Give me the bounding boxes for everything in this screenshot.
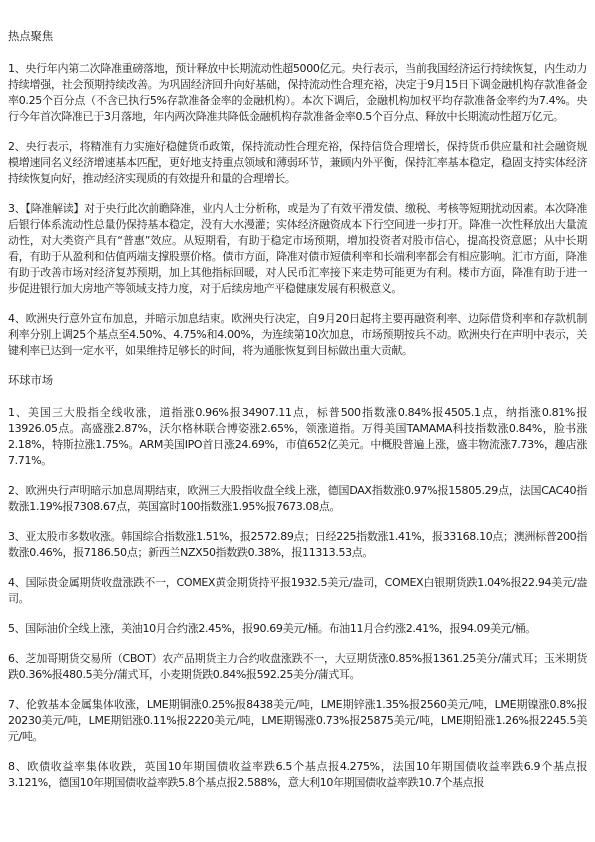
market-item-5: 5、国际油价全线上涨，美油10月合约涨2.45%，报90.69美元/桶。布油11月合约涨2.41%，报94.09美元/桶。 [8, 622, 536, 635]
market-item-6: 6、芝加哥期货交易所（CBOT）农产品期货主力合约收盘涨跌不一，大豆期货涨0.85%报1361.25美分/蒲式耳；玉米期货跌0.36%报480.5美分/蒲式耳，小麦期货跌0.84%报592.25美分/蒲式耳。 [8, 652, 587, 681]
hot-topics-section [8, 29, 587, 359]
market-item-7: 7、伦敦基本金属集体收涨，LME期铜涨0.25%报8438美元/吨，LME期锌涨1.35%报2560美元/吨，LME期镍涨0.8%报20230美元/吨，LME期铝涨0.11%报2220美元/吨，LME期锡涨0.73%报25875美元/吨，LME期铅涨1.26%报2245.5美元/吨。 [8, 698, 587, 743]
hot-topic-item-1: 1、央行年内第二次降准重磅落地，预计释放中长期流动性超5000亿元。央行表示，当前我国经济运行持续恢复，内生动力持续增强，社会预期持续改善。为巩固经济回升向好基础，保持流动性合理充裕，决定于9月15日下调金融机构存款准备金率0.25个百分点（不含已执行5%存款准备金率的金融机构）。本次下调后，金融机构加权平均存款准备金率约为7.4%。央行今年首次降准已于3月落地，年内两次降准共降低金融机构存款准备金率0.5个百分点、释放中长期流动性超万亿元。 [8, 62, 587, 123]
market-item-3: 3、亚太股市多数收涨。韩国综合指数涨1.51%，报2572.89点；日经225指数涨1.41%，报33168.10点；澳洲标普200指数涨0.46%，报7186.50点；新西兰NZX50指数跌0.38%，报11313.53点。 [8, 530, 587, 559]
hot-topic-item-4: 4、欧洲央行意外宣布加息，并暗示加息结束。欧洲央行决定，自9月20日起将主要再融资利率、边际借贷利率和存款机制利率分别上调25个基点至4.50%、4.75%和4.00%，为连续第10次加息，市场预期按兵不动。欧洲央行在声明中表示，关键利率已达到一定水平，如果维持足够长的时间，将为通胀恢复到目标做出重大贡献。 [8, 312, 587, 357]
market-item-8: 8、欧债收益率集体收跌，英国10年期国债收益率跌6.5个基点报4.275%，法国10年期国债收益率跌6.9个基点报3.121%，德国10年期国债收益率跌5.8个基点报2.588%，意大利10年期国债收益率跌10.7个基点报 [8, 760, 587, 789]
global-markets-section [8, 373, 587, 791]
section-title-global-markets: 环球市场 [8, 374, 54, 387]
market-item-2: 2、欧洲央行声明暗示加息周期结束，欧洲三大股指收盘全线上涨，德国DAX指数涨0.97%报15805.29点，法国CAC40指数涨1.19%报7308.67点，英国富时100指数涨1.95%报7673.08点。 [8, 484, 587, 513]
hot-topic-item-3: 3、【降准解读】对于央行此次前瞻降准，业内人士分析称，或是为了有效平滑发债、缴税、考核等短期扰动因素。本次降准后银行体系流动性总量仍保持基本稳定，没有大水漫灌；实体经济融资成本下行空间进一步打开。降准一次性释放出大量流动性，对大类资产具有“普惠”效应。从短期看，有助于稳定市场预期，增加投资者对股市信心，提高投资意愿；从中长期看，有助于从盈利和估值两端支撑股票价格。债市方面，降准对债市短债利率和长端利率都会有相应影响。汇市方面，降准有助于改善市场对经济复苏预期，加上其他指标回暖，对人民币汇率接下来走势可能更为有利。楼市方面，降准有助于进一步促进银行加大房地产等领域支持力度，对于后续房地产平稳健康发展有积极意义。 [8, 202, 587, 295]
hot-topic-item-2: 2、央行表示，将精准有力实施好稳健货币政策，保持流动性合理充裕，保持信贷合理增长，保持货币供应量和社会融资规模增速同名义经济增速基本匹配，更好地支持重点领域和薄弱环节，兼顾内外平衡，保持汇率基本稳定，稳固支持实体经济持续恢复向好，推动经济实现质的有效提升和量的合理增长。 [8, 140, 587, 185]
market-item-4: 4、国际贵金属期货收盘涨跌不一，COMEX黄金期货持平报1932.5美元/盎司，COMEX白银期货跌1.04%报22.94美元/盎司。 [8, 576, 587, 605]
market-item-1: 1、美国三大股指全线收涨，道指涨0.96%报34907.11点，标普500指数涨0.84%报4505.1点，纳指涨0.81%报13926.05点。高盛涨2.87%，沃尔格林联合博姿涨2.65%，领涨道指。万得美国TAMAMA科技指数涨0.84%，脸书涨2.18%，特斯拉涨1.75%。ARM美国IPO首日涨24.69%，市值652亿美元。中概股普遍上涨，盛丰物流涨7.73%，趣店涨7.71%。 [8, 406, 587, 467]
section-title-hot-topics: 热点聚焦 [8, 30, 54, 43]
